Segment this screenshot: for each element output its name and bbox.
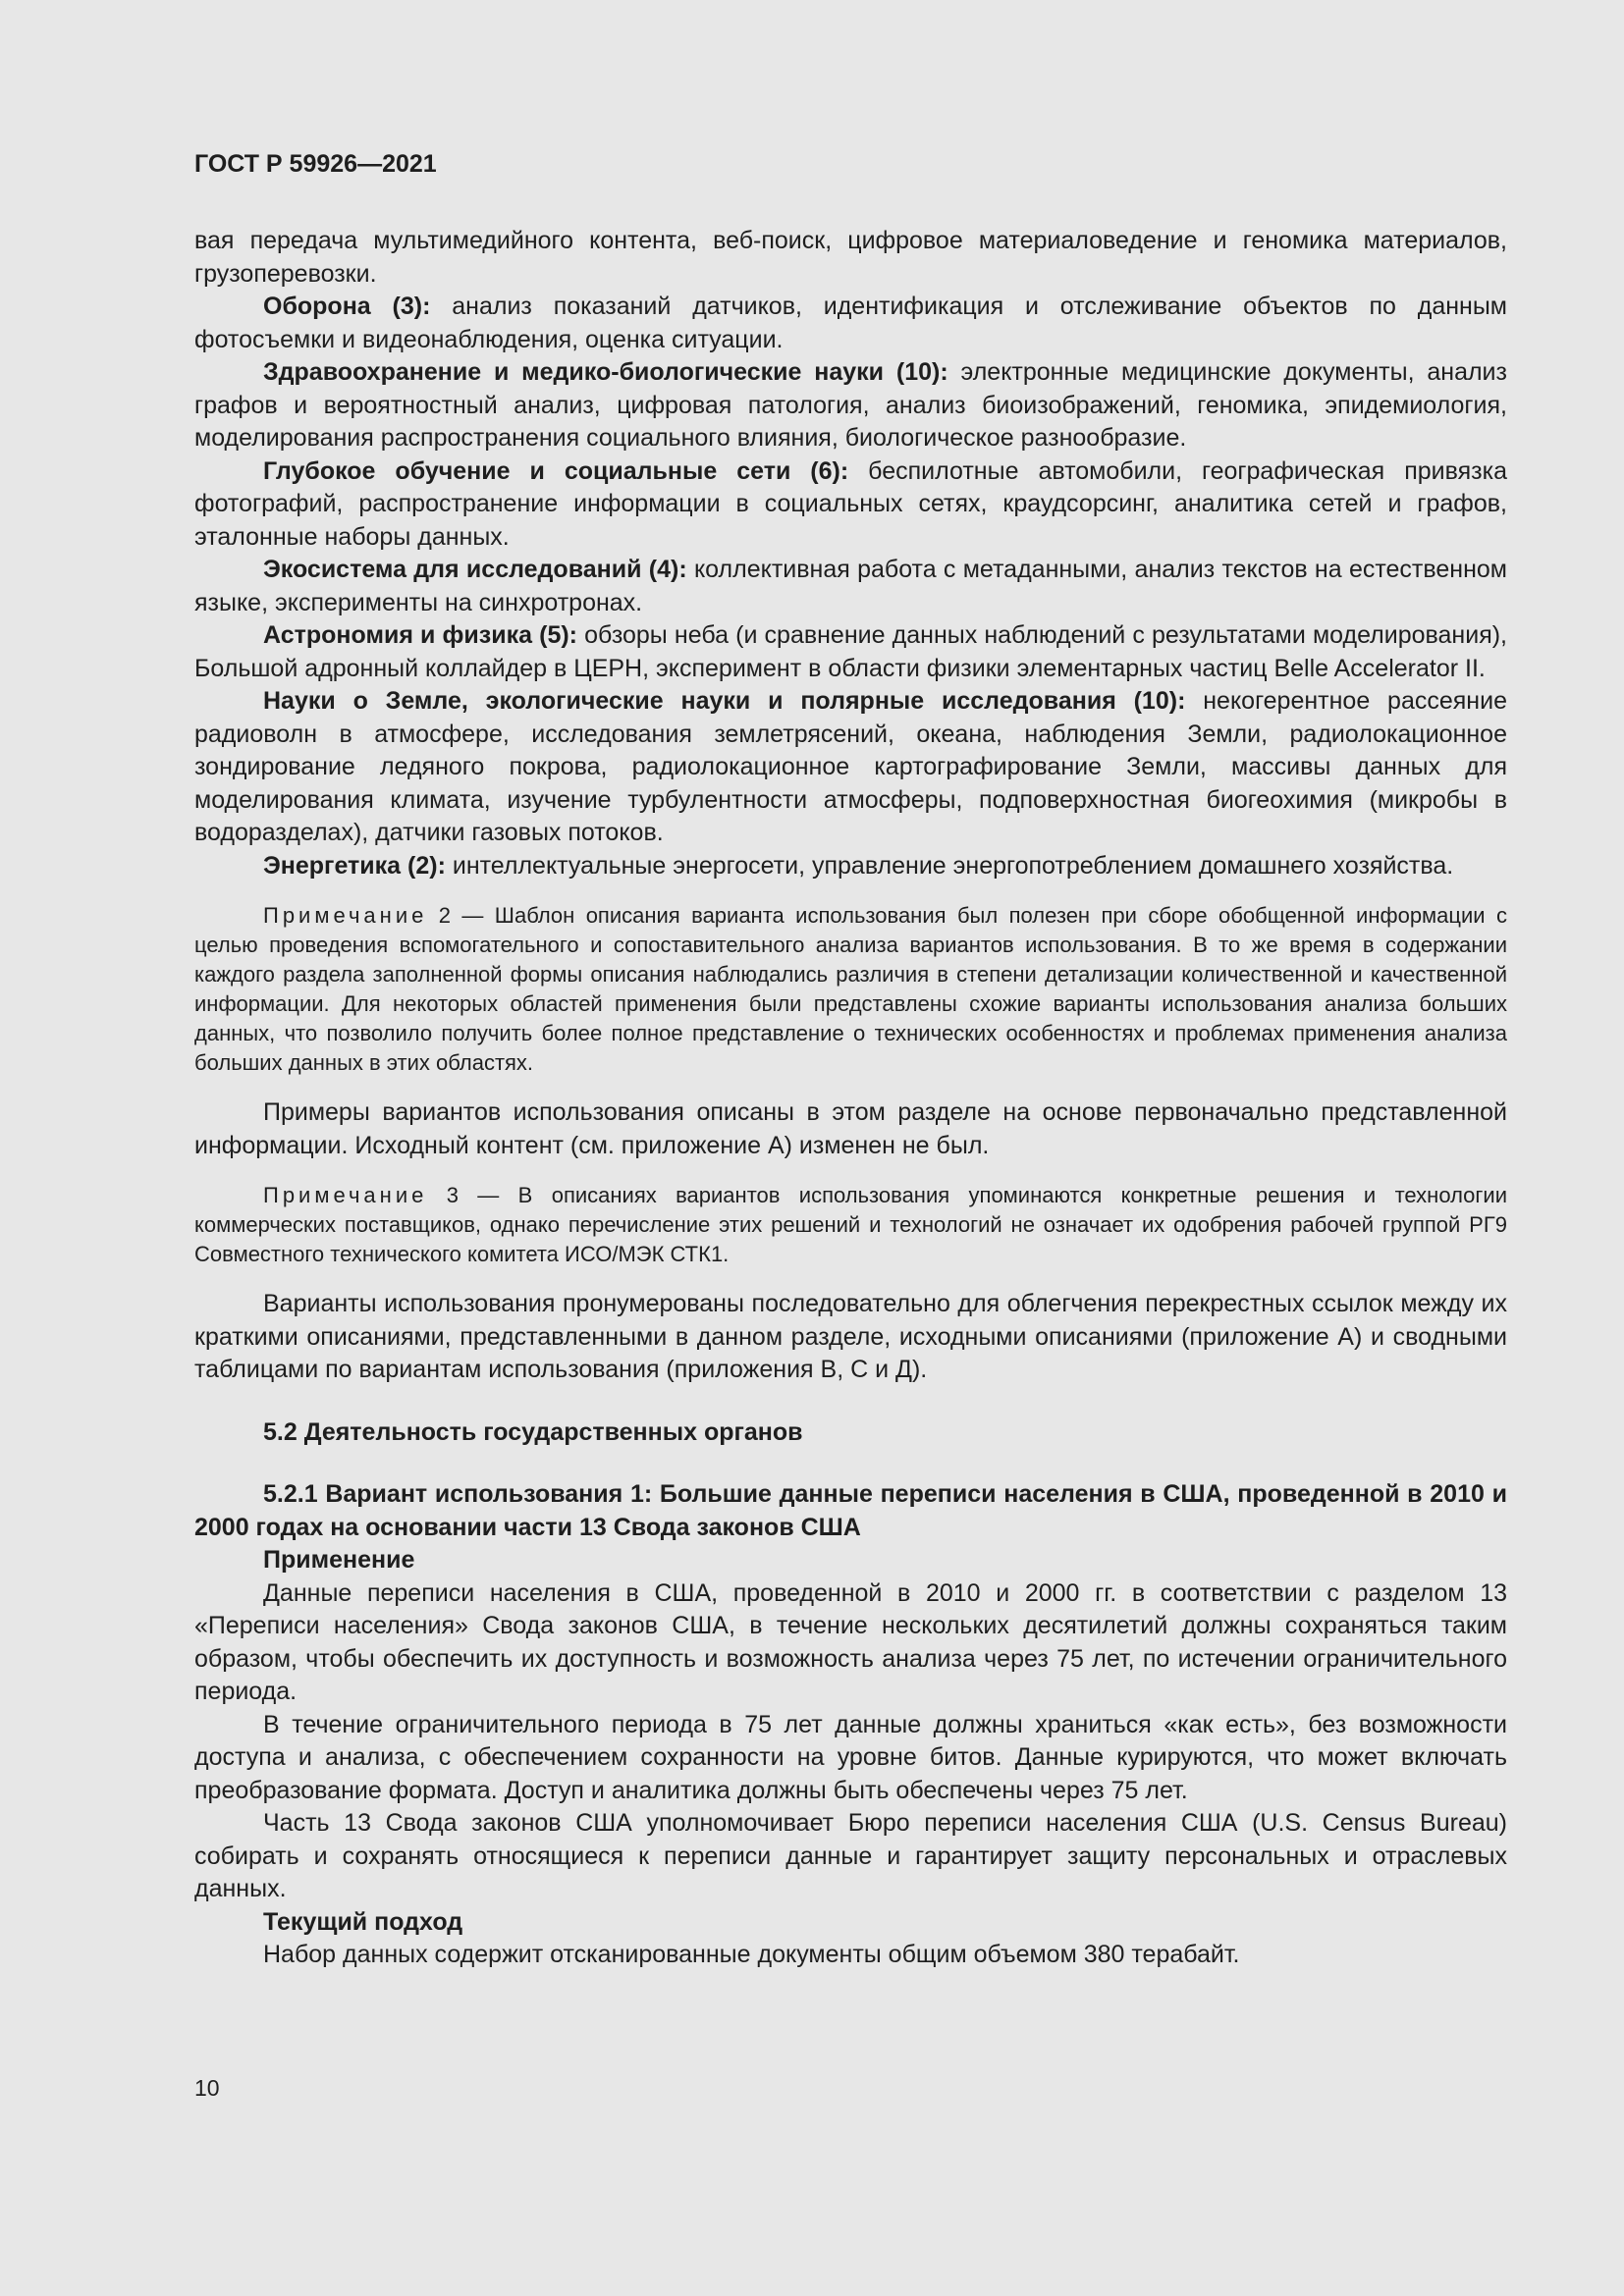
term-earth-sciences: Науки о Земле, экологические науки и полярные исследования (10):: [263, 687, 1186, 715]
text-earth-sciences: некогерентное рассеяние радиоволн в атмосфере, исследования землетрясений, океана, наблюдения Земли, радиолокационное зондирование ледяного покрова, радиолокационное картографирование Земли, массивы данных для моделирования климата, изучение турбулентности атмосферы, подповерхностная биогеохимия (микробы в водоразделах), датчики газовых потоков.: [194, 687, 1507, 846]
note-3: [194, 1181, 1507, 1269]
term-energy: Энергетика (2):: [263, 851, 446, 880]
heading-application-text: Применение: [263, 1546, 415, 1574]
page-number: 10: [194, 2075, 220, 2101]
paragraph-earth-sciences: [194, 685, 1507, 850]
document-code: ГОСТ Р 59926—2021: [194, 150, 437, 178]
paragraph-deep-learning: [194, 455, 1507, 555]
section-heading-5-2: 5.2 Деятельность государственных органов: [263, 1417, 803, 1446]
heading-current-approach: [194, 1906, 1507, 1940]
term-deep-learning: Глубокое обучение и социальные сети (6):: [263, 456, 849, 485]
heading-application: [194, 1544, 1507, 1577]
paragraph-application-3: Часть 13 Свода законов США уполномочивает Бюро переписи населения США (U.S. Census Bureau) собирать и сохранять относящиеся к переписи данные и гарантирует защиту персональных и отраслевых данных.: [194, 1809, 1507, 1902]
page-content: [194, 225, 1507, 1972]
note-2-label: Примечание: [263, 903, 428, 928]
text-defense: анализ показаний датчиков, идентификация и отслеживание объектов по данным фотосъемки и видеонаблюдения, оценка ситуации.: [194, 293, 1507, 353]
paragraph-healthcare: [194, 356, 1507, 455]
section-heading-5-2-1: 5.2.1 Вариант использования 1: Большие данные переписи населения в США, проведенной в 2010 и 2000 годах на основании части 13 Свода законов США: [194, 1480, 1507, 1541]
paragraph-astronomy: [194, 619, 1507, 685]
term-defense: Оборона (3):: [263, 293, 431, 320]
text-energy: интеллектуальные энергосети, управление энергопотреблением домашнего хозяйства.: [445, 851, 1454, 880]
text-research-ecosystem: коллективная работа с метаданными, анализ текстов на естественном языке, эксперименты на синхротронах.: [194, 556, 1507, 616]
paragraph-research-ecosystem: [194, 554, 1507, 619]
term-healthcare: Здравоохранение и медико-биологические науки (10):: [263, 358, 948, 386]
paragraph-application-1: Данные переписи населения в США, проведенной в 2010 и 2000 гг. в соответствии с разделом 13 «Переписи населения» Свода законов США, в течение нескольких десятилетий должны сохраняться таким образом, чтобы обеспечить их доступность и возможность анализа через 75 лет, по истечении ограничительного периода.: [194, 1578, 1507, 1705]
note-3-label: Примечание: [263, 1183, 428, 1207]
note-2: [194, 901, 1507, 1078]
paragraph-numbering: Варианты использования пронумерованы последовательно для облегчения перекрестных ссылок между их краткими описаниями, представленными в данном разделе, исходными описаниями (приложение А) и сводными таблицами по вариантам использования (приложения В, С и Д).: [194, 1290, 1507, 1383]
text-deep-learning: беспилотные автомобили, географическая привязка фотографий, распространение информации в социальных сетях, краудсорсинг, аналитика сетей и графов, эталонные наборы данных.: [194, 456, 1507, 551]
text-astronomy: обзоры неба (и сравнение данных наблюдений с результатами моделирования), Большой адронный коллайдер в ЦЕРН, эксперимент в области физики элементарных частиц Belle Accelerator II.: [194, 621, 1508, 682]
paragraph-current-1: Набор данных содержит отсканированные документы общим объемом 380 терабайт.: [263, 1941, 1240, 1968]
paragraph-continuation: вая передача мультимедийного контента, веб-поиск, цифровое материаловедение и геномика материалов, грузоперевозки.: [194, 227, 1507, 288]
term-astronomy: Астрономия и физика (5):: [263, 621, 578, 649]
text-healthcare: электронные медицинские документы, анализ графов и вероятностный анализ, цифровая патология, анализ биоизображений, геномика, эпидемиология, моделирования распространения социального влияния, биологическое разнообразие.: [194, 358, 1507, 452]
paragraph-examples: Примеры вариантов использования описаны в этом разделе на основе первоначально представленной информации. Исходный контент (см. приложение А) изменен не был.: [194, 1098, 1507, 1159]
heading-current-approach-text: Текущий подход: [263, 1907, 463, 1936]
note-3-text: 3 — В описаниях вариантов использования упоминаются конкретные решения и технологии коммерческих поставщиков, однако перечисление этих решений и технологий не означает их одобрения рабочей группой РГ9 Совместного технического комитета ИСО/МЭК СТК1.: [194, 1183, 1507, 1266]
paragraph-defense: [194, 291, 1507, 356]
note-2-text: 2 — Шаблон описания варианта использования был полезен при сборе обобщенной информации с целью проведения вспомогательного и сопоставительного анализа вариантов использования. В то же время в содержании каждого раздела заполненной формы описания наблюдались различия в степени детализации количественной и качественной информации. Для некоторых областей применения были представлены схожие варианты использования анализа больших данных, что позволило получить более полное представление о технических особенностях и проблемах применения анализа больших данных в этих областях.: [194, 903, 1507, 1075]
paragraph-energy: [194, 850, 1507, 883]
term-research-ecosystem: Экосистема для исследований (4):: [263, 556, 687, 583]
paragraph-application-2: В течение ограничительного периода в 75 лет данные должны храниться «как есть», без возможности доступа и анализа, с обеспечением сохранности на уровне битов. Данные курируются, что может включать преобразование формата. Доступ и аналитика должны быть обеспечены через 75 лет.: [194, 1710, 1507, 1804]
